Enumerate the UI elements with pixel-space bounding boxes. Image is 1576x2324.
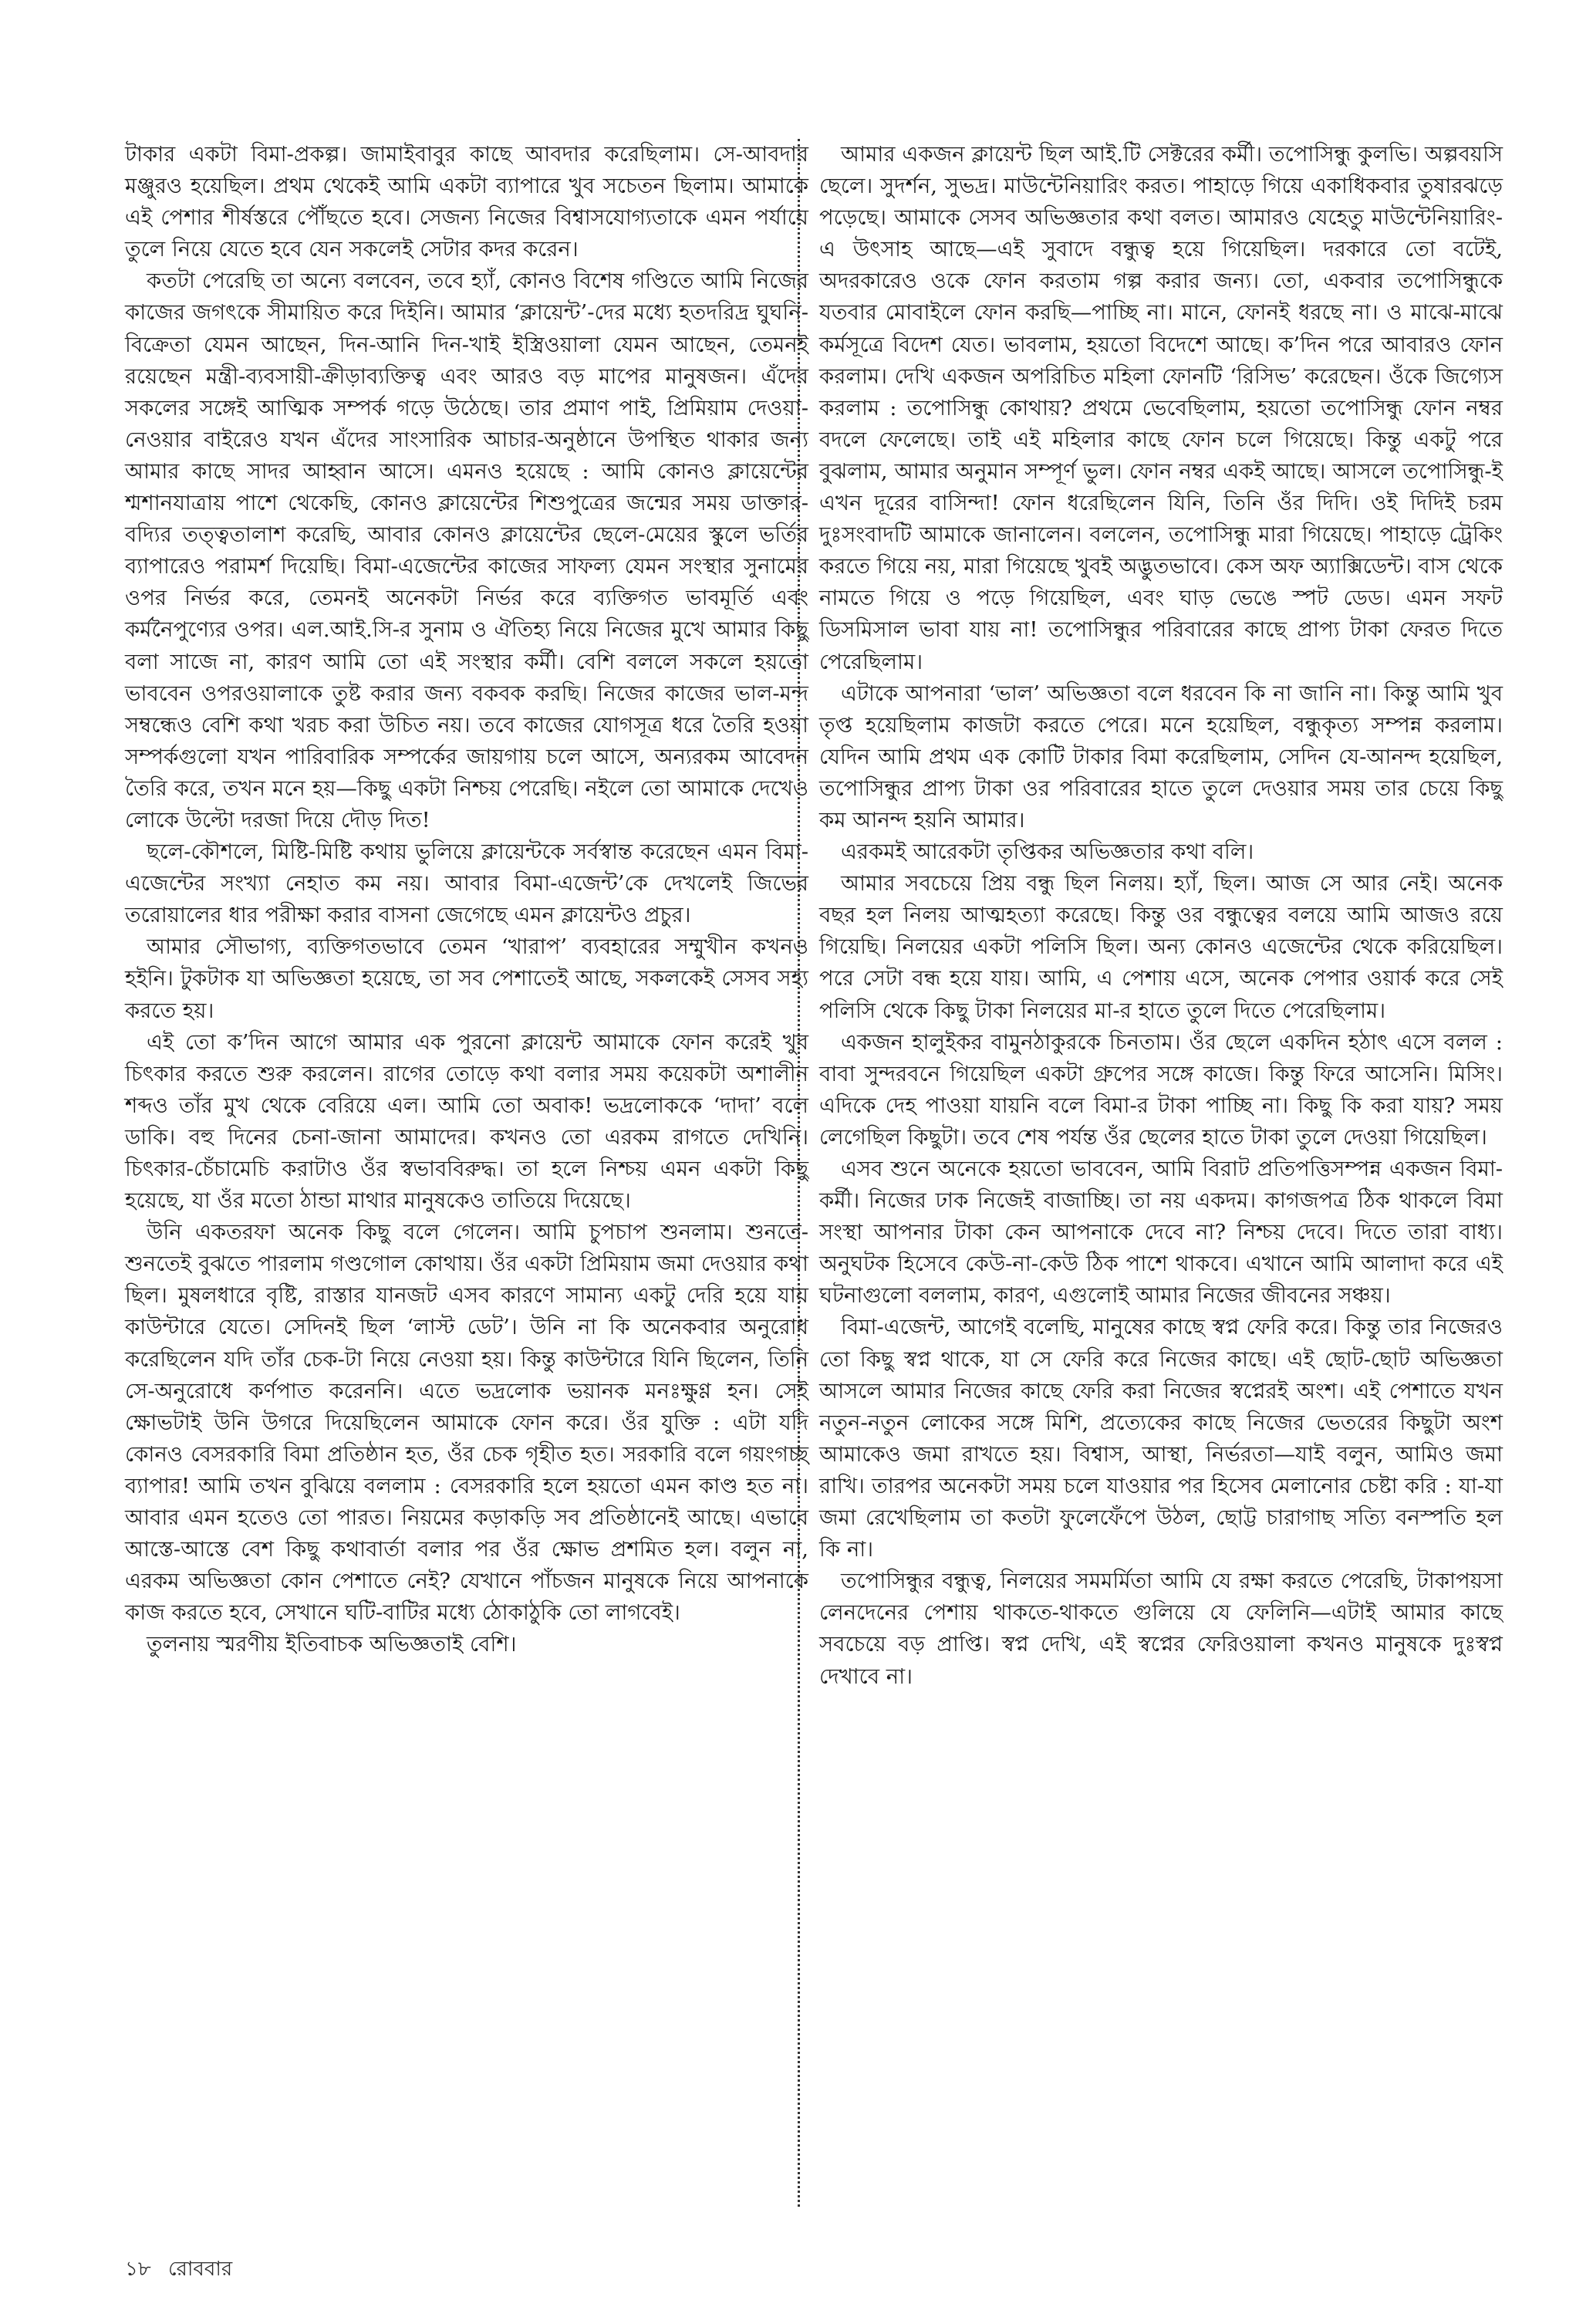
left-paragraph-1: টাকার একটা বিমা-প্রকল্প। জামাইবাবুর কাছে আবদার করেছিলাম। সে-আবদার মঞ্জুরও হয়েছিল। প্রথম থেকেই আমি একটা ব্যাপারে খুব সচেতন ছিলাম। আমাকে এই পেশার শীর্ষস্তরে পৌঁছতে হবে। সেজন্য নিজের বিশ্বাসযোগ্যতাকে এমন পর্যায়ে তুলে নিয়ে যেতে হবে যেন সকলেই সেটার কদর করেন। xyxy=(125,142,808,262)
right-paragraph-8: তপোসিন্ধুর বন্ধুত্ব, নিলয়ের সমমর্মিতা আমি যে রক্ষা করতে পেরেছি, টাকাপয়সা লেনদেনের পেশায় থাকতে-থাকতে গুলিয়ে যে ফেলিনি—এটাই আমার কাছে সবচেয়ে বড় প্রাপ্তি। স্বপ্ন দেখি, এই স্বপ্নের ফেরিওয়ালা কখনও মানুষকে দুঃস্বপ্ন দেখাবে না। xyxy=(819,1569,1503,1689)
right-paragraph-3: এরকমই আরেকটা তৃপ্তিকর অভিজ্ঞতার কথা বলি। xyxy=(841,839,1254,865)
left-paragraph-6: উনি একতরফা অনেক কিছু বলে গেলেন। আমি চুপচাপ শুনলাম। শুনতে-শুনতেই বুঝতে পারলাম গণ্ডগোল কোথায়। ওঁর একটা প্রিমিয়াম জমা দেওয়ার কথা ছিল। মুষলধারে বৃষ্টি, রাস্তার যানজট এসব কারণে সামান্য একটু দেরি হয়ে যায় কাউন্টারে যেতে। সেদিনই ছিল ‘লাস্ট ডেট’। উনি না কি অনেকবার অনুরোধ করেছিলেন যদি তাঁর চেক-টা নিয়ে নেওয়া হয়। কিন্তু কাউন্টারে যিনি ছিলেন, তিনি সে-অনুরোধে কর্ণপাত করেননি। এতে ভদ্রলোক ভয়ানক মনঃক্ষুণ্ণ হন। সেই ক্ষোভটাই উনি উগরে দিয়েছিলেন আমাকে ফোন করে। ওঁর যুক্তি : এটা যদি কোনও বেসরকারি বিমা প্রতিষ্ঠান হত, ওঁর চেক গৃহীত হত। সরকারি বলে গয়ংগচ্ছ ব্যাপার! আমি তখন বুঝিয়ে বললাম : বেসরকারি হলে হয়তো এমন কাণ্ড হত না। আবার এমন হতেও তো পারত। নিয়মের কড়াকড়ি সব প্রতিষ্ঠানেই আছে। এভাবে আস্তে-আস্তে বেশ কিছু কথাবার্তা বলার পর ওঁর ক্ষোভ প্রশমিত হল। বলুন না, এরকম অভিজ্ঞতা কোন পেশাতে নেই? যেখানে পাঁচজন মানুষকে নিয়ে আপনাকে কাজ করতে হবে, সেখানে ঘটি-বাটির মধ্যে ঠোকাঠুকি তো লাগবেই। xyxy=(125,1220,808,1626)
right-paragraph-5: একজন হালুইকর বামুনঠাকুরকে চিনতাম। ওঁর ছেলে একদিন হঠাৎ এসে বলল : বাবা সুন্দরবনে গিয়েছিল একটা গ্রুপের সঙ্গে কাজে। কিন্তু ফিরে আসেনি। মিসিং। এদিকে দেহ পাওয়া যায়নি বলে বিমা-র টাকা পাচ্ছি না। কিছু কি করা যায়? সময় লেগেছিল কিছুটা। তবে শেষ পর্যন্ত ওঁর ছেলের হাতে টাকা তুলে দেওয়া গিয়েছিল। xyxy=(819,1029,1503,1150)
page-number: ১৮ xyxy=(125,2258,151,2281)
column-divider xyxy=(798,139,800,2207)
magazine-name: রোববার xyxy=(168,2258,233,2281)
left-paragraph-5: এই তো ক’দিন আগে আমার এক পুরনো ক্লায়েন্ট আমাকে ফোন করেই খুব চিৎকার করতে শুরু করলেন। রাগের তোড়ে কথা বলার সময় কয়েকটা অশালীন শব্দও তাঁর মুখ থেকে বেরিয়ে এল। আমি তো অবাক! ভদ্রলোককে ‘দাদা’ বলে ডাকি। বহু দিনের চেনা-জানা আমাদের। কখনও তো এরকম রাগতে দেখিনি। চিৎকার-চেঁচামেচি করাটাও ওঁর স্বভাববিরুদ্ধ। তা হলে নিশ্চয় এমন একটা কিছু হয়েছে, যা ওঁর মতো ঠান্ডা মাথার মানুষকেও তাতিয়ে দিয়েছে। xyxy=(125,1029,808,1214)
left-paragraph-4: আমার সৌভাগ্য, ব্যক্তিগতভাবে তেমন ‘খারাপ’ ব্যবহারের সম্মুখীন কখনও হইনি। টুকটাক যা অভিজ্ঞতা হয়েছে, তা সব পেশাতেই আছে, সকলকেই সেসব সহ্য করতে হয়। xyxy=(125,934,808,1023)
right-paragraph-2: এটাকে আপনারা ‘ভাল’ অভিজ্ঞতা বলে ধরবেন কি না জানি না। কিন্তু আমি খুব তৃপ্ত হয়েছিলাম কাজটা করতে পেরে। মনে হয়েছিল, বন্ধুকৃত্য সম্পন্ন করলাম। যেদিন আমি প্রথম এক কোটি টাকার বিমা করেছিলাম, সেদিন যে-আনন্দ হয়েছিল, তপোসিন্ধুর প্রাপ্য টাকা ওর পরিবারের হাতে তুলে দেওয়ার সময় তার চেয়ে কিছু কম আনন্দ হয়নি আমার। xyxy=(819,681,1503,833)
page-footer xyxy=(125,2253,243,2287)
left-paragraph-2: কতটা পেরেছি তা অন্যে বলবেন, তবে হ্যাঁ, কোনও বিশেষ গণ্ডিতে আমি নিজের কাজের জগৎকে সীমায়িত করে দিইনি। আমার ‘ক্লায়েন্ট’-দের মধ্যে হতদরিদ্র ঘুঘনি-বিক্রেতা যেমন আছেন, দিন-আনি দিন-খাই ইস্ত্রিওয়ালা যেমন আছেন, তেমনই রয়েছেন মন্ত্রী-ব্যবসায়ী-ক্রীড়াব্যক্তিত্ব এবং আরও বড় মাপের মানুষজন। এঁদের সকলের সঙ্গেই আত্মিক সম্পর্ক গড়ে উঠেছে। তার প্রমাণ পাই, প্রিমিয়াম দেওয়া-নেওয়ার বাইরেও যখন এঁদের সাংসারিক আচার-অনুষ্ঠানে উপস্থিত থাকার জন্য আমার কাছে সাদর আহ্বান আসে। এমনও হয়েছে : আমি কোনও ক্লায়েন্টের শ্মশানযাত্রায় পাশে থেকেছি, কোনও ক্লায়েন্টের শিশুপুত্রের জন্মের সময় ডাক্তার-বদ্যির তত্ত্বতালাশ করেছি, আবার কোনও ক্লায়েন্টের ছেলে-মেয়ের স্কুলে ভর্তির ব্যাপারেও পরামর্শ দিয়েছি। বিমা-এজেন্টের কাজের সাফল্য যেমন সংস্থার সুনামের ওপর নির্ভর করে, তেমনই অনেকটা নির্ভর করে ব্যক্তিগত ভাবমূর্তি এবং কর্মনৈপুণ্যের ওপর। এল.আই.সি-র সুনাম ও ঐতিহ্য নিয়ে নিজের মুখে আমার কিছু বলা সাজে না, কারণ আমি তো এই সংস্থার কর্মী। বেশি বললে সকলে হয়তো ভাববেন ওপরওয়ালাকে তুষ্ট করার জন্য বকবক করছি। নিজের কাজের ভাল-মন্দ সম্বন্ধেও বেশি কথা খরচ করা উচিত নয়। তবে কাজের যোগসূত্র ধরে তৈরি হওয়া সম্পর্কগুলো যখন পারিবারিক সম্পর্কের জায়গায় চলে আসে, অন্যরকম আবেদন তৈরি করে, তখন মনে হয়—কিছু একটা নিশ্চয় পেরেছি। নইলে তো আমাকে দেখেও লোকে উল্টো দরজা দিয়ে দৌড় দিত! xyxy=(125,269,808,833)
left-paragraph-3: ছলে-কৌশলে, মিষ্টি-মিষ্টি কথায় ভুলিয়ে ক্লায়েন্টকে সর্বস্বান্ত করেছেন এমন বিমা-এজেন্টের সংখ্যা নেহাত কম নয়। আবার বিমা-এজেন্ট’কে দেখলেই জিভের তরোয়ালের ধার পরীক্ষা করার বাসনা জেগেছে এমন ক্লায়েন্টও প্রচুর। xyxy=(125,839,808,928)
right-paragraph-7: বিমা-এজেন্ট, আগেই বলেছি, মানুষের কাছে স্বপ্ন ফেরি করে। কিন্তু তার নিজেরও তো কিছু স্বপ্ন থাকে, যা সে ফেরি করে নিজের কাছে। এই ছোট-ছোট অভিজ্ঞতা আসলে আমার নিজের কাছে ফেরি করা নিজের স্বপ্নেরই অংশ। এই পেশাতে যখন নতুন-নতুন লোকের সঙ্গে মিশি, প্রত্যেকের কাছে নিজের ভেতরের কিছুটা অংশ আমাকেও জমা রাখতে হয়। বিশ্বাস, আস্থা, নির্ভরতা—যাই বলুন, আমিও জমা রাখি। তারপর অনেকটা সময় চলে যাওয়ার পর হিসেব মেলানোর চেষ্টা করি : যা-যা জমা রেখেছিলাম তা কতটা ফুলেফেঁপে উঠল, ছোট্ট চারাগাছ সত্যি বনস্পতি হল কি না। xyxy=(819,1315,1503,1562)
right-paragraph-1: আমার একজন ক্লায়েন্ট ছিল আই.টি সেক্টরের কর্মী। তপোসিন্ধু কুলভি। অল্পবয়সি ছেলে। সুদর্শন, সুভদ্র। মাউন্টেনিয়ারিং করত। পাহাড়ে গিয়ে একাধিকবার তুষারঝড়ে পড়েছে। আমাকে সেসব অভিজ্ঞতার কথা বলত। আমারও যেহেতু মাউন্টেনিয়ারিং-এ উৎসাহ আছে—এই সুবাদে বন্ধুত্ব হয়ে গিয়েছিল। দরকারে তো বটেই, অদরকারেও ওকে ফোন করতাম গল্প করার জন্য। তো, একবার তপোসিন্ধুকে যতবার মোবাইলে ফোন করছি—পাচ্ছি না। মানে, ফোনই ধরছে না। ও মাঝে-মাঝে কর্মসূত্রে বিদেশ যেত। ভাবলাম, হয়তো বিদেশে আছে। ক’দিন পরে আবারও ফোন করলাম। দেখি একজন অপরিচিত মহিলা ফোনটি ‘রিসিভ’ করেছেন। ওঁকে জিগ্যেস করলাম : তপোসিন্ধু কোথায়? প্রথমে ভেবেছিলাম, হয়তো তপোসিন্ধু ফোন নম্বর বদলে ফেলেছে। তাই এই মহিলার কাছে ফোন চলে গিয়েছে। কিন্তু একটু পরে বুঝলাম, আমার অনুমান সম্পূর্ণ ভুল। ফোন নম্বর একই আছে। আসলে তপোসিন্ধু-ই এখন দূরের বাসিন্দা! ফোন ধরেছিলেন যিনি, তিনি ওঁর দিদি। ওই দিদিই চরম দুঃসংবাদটি আমাকে জানালেন। বললেন, তপোসিন্ধু মারা গিয়েছে। পাহাড়ে ট্রেকিং করতে গিয়ে নয়, মারা গিয়েছে খুবই অদ্ভুতভাবে। কেস অফ অ্যাক্সিডেন্ট। বাস থেকে নামতে গিয়ে ও পড়ে গিয়েছিল, এবং ঘাড় ভেঙে স্পট ডেড। এমন সফট ডিসমিসাল ভাবা যায় না! তপোসিন্ধুর পরিবারের কাছে প্রাপ্য টাকা ফেরত দিতে পেরেছিলাম। xyxy=(819,142,1503,674)
left-column xyxy=(125,139,808,1661)
right-paragraph-6: এসব শুনে অনেকে হয়তো ভাববেন, আমি বিরাট প্রতিপত্তিসম্পন্ন একজন বিমা-কর্মী। নিজের ঢাক নিজেই বাজাচ্ছি। তা নয় একদম। কাগজপত্র ঠিক থাকলে বিমা সংস্থা আপনার টাকা কেন আপনাকে দেবে না? নিশ্চয় দেবে। দিতে তারা বাধ্য। অনুঘটক হিসেবে কেউ-না-কেউ ঠিক পাশে থাকবে। এখানে আমি আলাদা করে এই ঘটনাগুলো বললাম, কারণ, এগুলোই আমার নিজের জীবনের সঞ্চয়। xyxy=(819,1157,1503,1309)
left-paragraph-7: তুলনায় স্মরণীয় ইতিবাচক অভিজ্ঞতাই বেশি। xyxy=(147,1632,517,1657)
right-paragraph-4: আমার সবচেয়ে প্রিয় বন্ধু ছিল নিলয়। হ্যাঁ, ছিল। আজ সে আর নেই। অনেক বছর হল নিলয় আত্মহত্যা করেছে। কিন্তু ওর বন্ধুত্বের বলয়ে আমি আজও রয়ে গিয়েছি। নিলয়ের একটা পলিসি ছিল। অন্য কোনও এজেন্টের থেকে করিয়েছিল। পরে সেটা বন্ধ হয়ে যায়। আমি, এ পেশায় এসে, অনেক পেপার ওয়ার্ক করে সেই পলিসি থেকে কিছু টাকা নিলয়ের মা-র হাতে তুলে দিতে পেরেছিলাম। xyxy=(819,871,1503,1023)
right-column xyxy=(819,139,1503,1693)
